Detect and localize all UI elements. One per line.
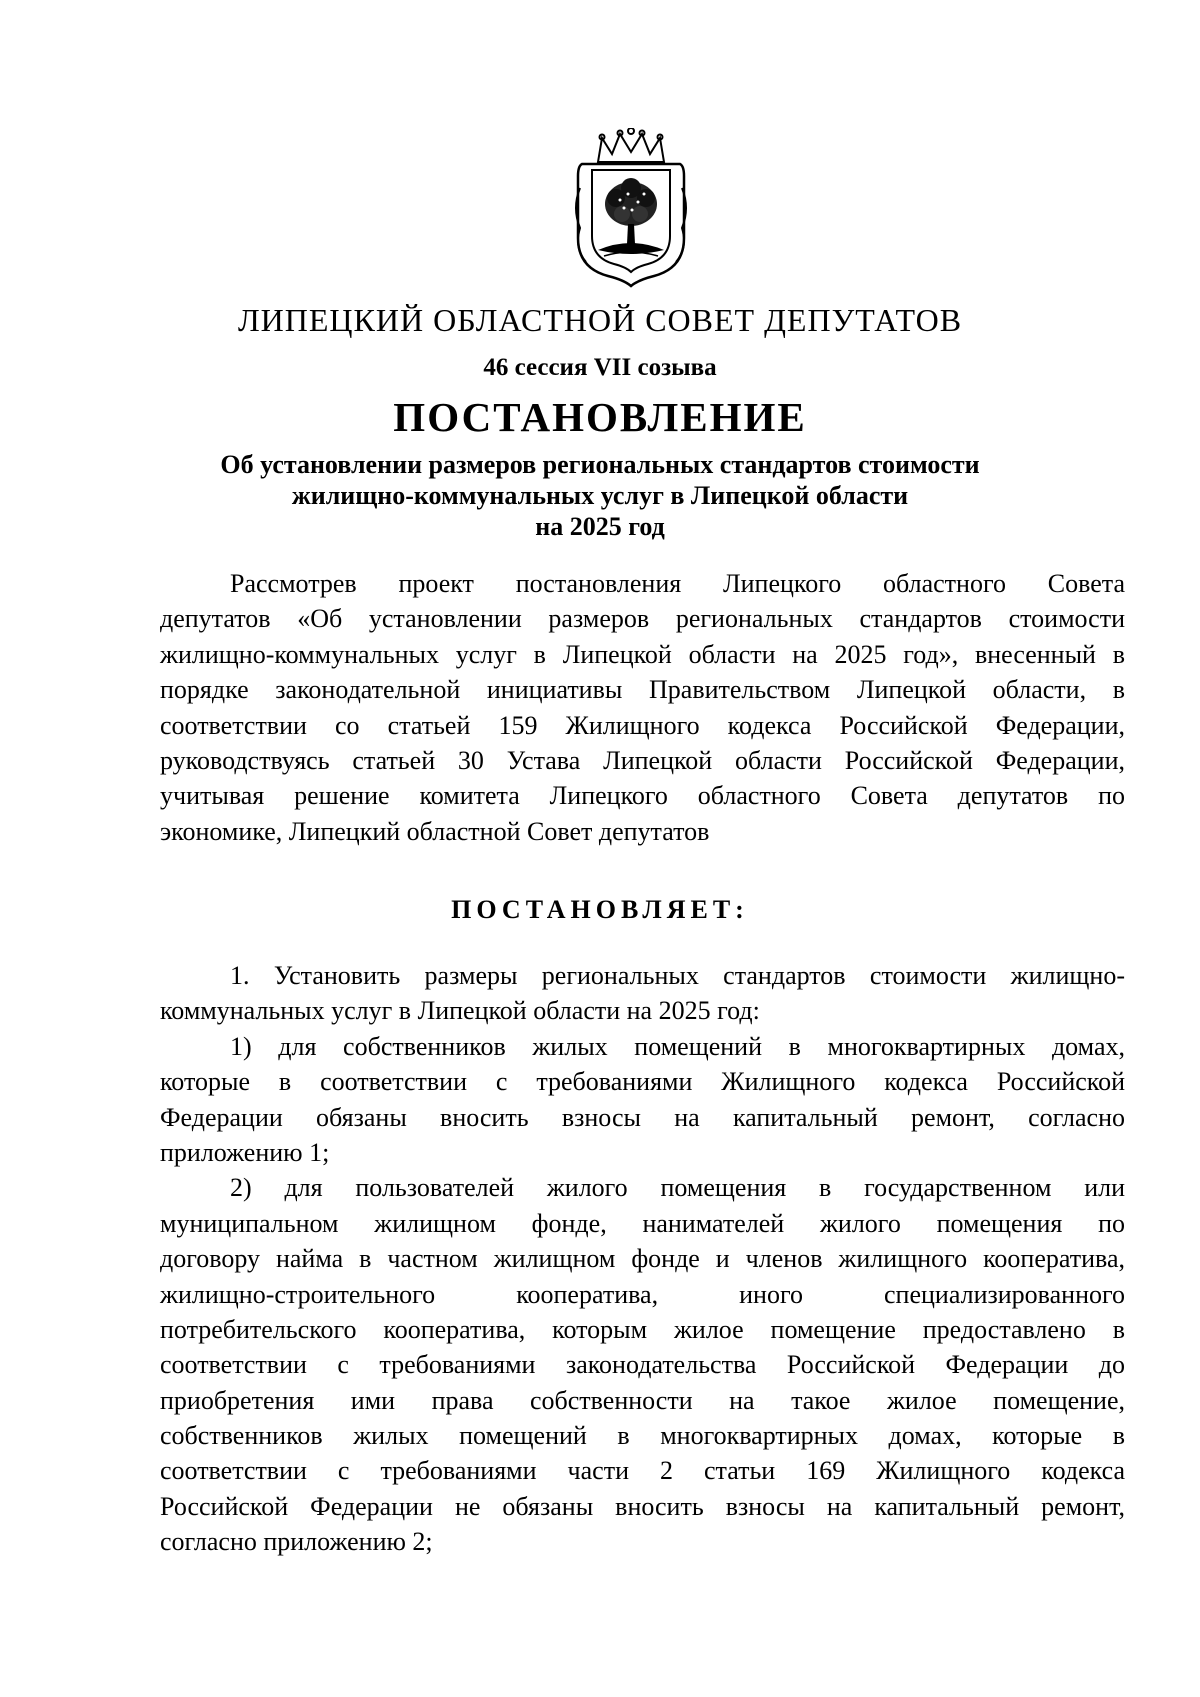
clause-line: договору найма в частном жилищном фонде и членов жилищного кооператива,: [160, 1244, 1125, 1274]
preamble-line: депутатов «Об установлении размеров региональных стандартов стоимости: [160, 604, 1125, 634]
preamble-line: учитывая решение комитета Липецкого областного Совета депутатов по: [160, 781, 1125, 811]
preamble-line: жилищно-коммунальных услуг в Липецкой области на 2025 год», внесенный в: [160, 639, 1125, 669]
clause-line: которые в соответствии с требованиями Жилищного кодекса Российской: [160, 1067, 1125, 1097]
clause-line: соответствии с требованиями законодательства Российской Федерации до: [160, 1350, 1125, 1380]
clause-line: приобретения ими права собственности на такое жилое помещение,: [160, 1385, 1125, 1415]
subject-line: на 2025 год: [535, 512, 665, 541]
clause-line: Российской Федерации не обязаны вносить взносы на капитальный ремонт,: [160, 1491, 1125, 1521]
clause-line: приложению 1;: [160, 1137, 330, 1167]
clauses-section: [160, 958, 1125, 1560]
resolves-heading: ПОСТАНОВЛЯЕТ:: [451, 895, 749, 924]
clause-line: соответствии с требованиями части 2 статьи 169 Жилищного кодекса: [160, 1456, 1125, 1486]
clause-line: собственников жилых помещений в многоквартирных домах, которые в: [160, 1421, 1125, 1451]
subject-line: Об установлении размеров региональных стандартов стоимости: [220, 450, 980, 479]
preamble-line: экономике, Липецкий областной Совет депутатов: [160, 816, 710, 846]
document-type-title: ПОСТАНОВЛЕНИЕ: [393, 394, 807, 440]
subject-line: жилищно-коммунальных услуг в Липецкой области: [291, 481, 909, 510]
clause-line: муниципальном жилищном фонде, нанимателей жилого помещения по: [160, 1208, 1125, 1238]
preamble-line: Рассмотрев проект постановления Липецкого областного Совета: [230, 569, 1125, 598]
organization-name: ЛИПЕЦКИЙ ОБЛАСТНОЙ СОВЕТ ДЕПУТАТОВ: [237, 302, 963, 338]
clause-line: 2) для пользователей жилого помещения в государственном или: [230, 1173, 1125, 1203]
clause-line: коммунальных услуг в Липецкой области на 2025 год:: [160, 996, 760, 1026]
clause-line: Федерации обязаны вносить взносы на капитальный ремонт, согласно: [160, 1102, 1125, 1132]
preamble-line: соответствии со статьей 159 Жилищного кодекса Российской Федерации,: [160, 710, 1125, 740]
clause-line: потребительского кооператива, которым жилое помещение предоставлено в: [160, 1314, 1125, 1344]
clause-line: 1) для собственников жилых помещений в многоквартирных домах,: [230, 1031, 1125, 1061]
preamble-line: порядке законодательной инициативы Правительством Липецкой области, в: [160, 675, 1125, 705]
preamble-paragraph: [160, 566, 1125, 849]
coat-of-arms-emblem: [568, 128, 694, 288]
clause-line: согласно приложению 2;: [160, 1527, 433, 1557]
preamble-line: руководствуясь статьей 30 Устава Липецкой области Российской Федерации,: [160, 745, 1125, 775]
session-label: 46 сессия VII созыва: [483, 354, 717, 381]
document-subject: [0, 449, 1200, 542]
clause-line: 1. Установить размеры региональных стандартов стоимости жилищно-: [230, 961, 1125, 990]
clause-line: жилищно-строительного кооператива, иного специализированного: [160, 1279, 1125, 1309]
